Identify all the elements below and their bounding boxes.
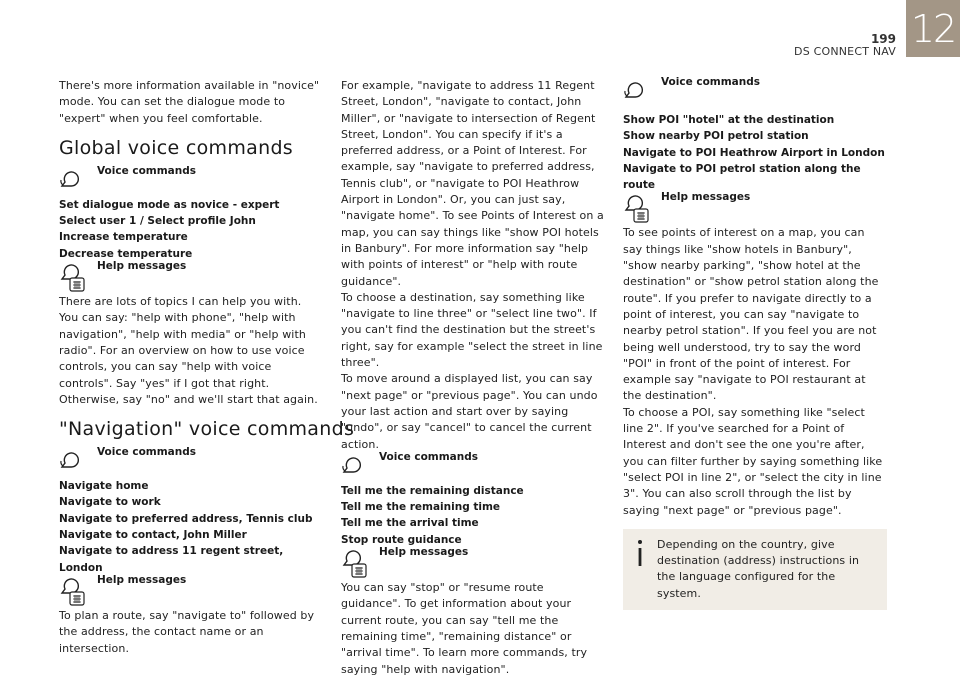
command-item: Select user 1 / Select profile John: [59, 215, 256, 228]
command-item: Decrease temperature: [59, 247, 193, 260]
help-messages-header: [59, 573, 323, 608]
heading-global-voice-commands: Global voice commands: [59, 136, 294, 159]
speech-icon: [341, 455, 367, 477]
heading-navigation-voice-commands: "Navigation" voice commands: [59, 418, 355, 441]
voice-commands-header: [59, 448, 323, 478]
chapter-tab: 12: [906, 0, 960, 57]
info-note: [623, 529, 887, 610]
voice-commands-header: [59, 164, 323, 197]
note-text: Depending on the country, give destination (address) instructions in the language configured for the system.: [657, 537, 860, 600]
command-item: Stop route guidance: [341, 533, 462, 546]
command-item: Tell me the remaining distance: [341, 484, 524, 497]
speech-help-icon: [59, 264, 89, 294]
help-messages-label: Help messages: [97, 573, 187, 586]
command-item: Tell me the arrival time: [341, 517, 479, 530]
voice-commands-label: Voice commands: [97, 446, 197, 459]
section-title: DS CONNECT NAV: [794, 45, 896, 58]
help-messages-label: Help messages: [379, 546, 469, 559]
command-item: Show POI "hotel" at the destination: [623, 114, 835, 126]
command-item: Navigate to work: [59, 496, 161, 509]
page-number: 199: [870, 32, 896, 46]
command-item: Navigate to address 11 regent street, London: [59, 545, 284, 574]
command-item: Navigate to contact, John Miller: [59, 529, 247, 542]
help-paragraph: To plan a route, say "navigate to" followed by the address, the contact name or an intersection.: [59, 608, 315, 655]
command-item: Increase temperature: [59, 231, 188, 244]
command-item: Set dialogue mode as novice - expert: [59, 198, 280, 211]
help-messages-header: [59, 262, 323, 294]
command-item: Show nearby POI petrol station: [623, 130, 809, 143]
command-item: Navigate to POI Heathrow Airport in London: [623, 146, 885, 159]
help-messages-header: [623, 193, 887, 225]
voice-commands-label: Voice commands: [97, 164, 197, 177]
command-item: Tell me the remaining time: [341, 501, 501, 514]
speech-icon: [623, 80, 649, 102]
voice-commands-header: [623, 78, 887, 108]
command-item: Navigate to POI petrol station along the route: [623, 162, 861, 192]
help-paragraph: You can say "stop" or "resume route guidance". To get information about your current route, you can say "tell me the remaining time", "remaining distance" or "arrival time". To learn more commands, try saying "help with navigation".: [341, 581, 588, 676]
body-paragraph: To choose a destination, say something like "navigate to line three" or "select line two". If you can't find the destination but the street's right, say for example "select the street in line three".: [341, 290, 603, 370]
body-paragraph: To see points of interest on a map, you can say things like "show hotels in Banbury", "show nearby parking", "show hotel at the destination" or "show petrol station along the route". If you prefer to navigate directly to a point of interest, you can say "navigate to nearby petrol station". If you feel you are not being well understood, try to say the word "POI" in front of the point of interest. For example say "navigate to POI restaurant at the destination".: [623, 226, 879, 403]
speech-help-icon: [341, 550, 371, 580]
help-paragraph: There are lots of topics I can help you with. You can say: "help with phone", "help with navigation", "help with media" or "help with radio". For an overview on how to use voice controls, you can say "help with voice controls". Say "yes" if I got that right. Otherwise, say "no" and we'll start that again.: [59, 295, 318, 406]
column-1: [59, 78, 355, 657]
body-paragraph: For example, "navigate to address 11 Regent Street, London", "navigate to contact, John Miller", or "navigate to intersection of Regent Street, London". You can specify if it's a preferred address, or a Point of Interest. For example, say "navigate to preferred address, Tennis club", or "navigate to POI Heathrow Airport in London". Or, you can just say, "navigate home". To see Points of Interest on a map, you can say things like "show POI hotels in Banbury". For more information say "help with points of interest" or "help with route guidance".: [341, 79, 604, 288]
command-item: Navigate home: [59, 480, 149, 493]
speech-icon: [59, 169, 85, 191]
speech-help-icon: [59, 578, 89, 608]
body-paragraph: To move around a displayed list, you can say "next page" or "previous page". You can undo your last action and start over by saying "undo", or say "cancel" to cancel the current action.: [341, 372, 598, 451]
column-3: [623, 78, 887, 610]
speech-help-icon: [623, 195, 653, 225]
voice-commands-label: Voice commands: [661, 76, 761, 88]
help-messages-label: Help messages: [661, 191, 751, 204]
column-2: [341, 78, 605, 678]
body-paragraph: To choose a POI, say something like "select line 2". If you've searched for a Point of Interest and don't see the one you're after, you can filter further by saying something like "select POI in line 2", or "select the city in line 3". You can also scroll through the list by saying "next page" or "previous page".: [623, 405, 883, 517]
speech-icon: [59, 450, 85, 472]
info-icon: [631, 537, 649, 602]
intro-paragraph: There's more information available in "novice" mode. You can set the dialogue mode to "expert" when you feel comfortable.: [59, 79, 320, 125]
command-item: Navigate to preferred address, Tennis club: [59, 512, 313, 525]
voice-commands-header: [341, 450, 605, 483]
help-messages-header: [341, 548, 605, 580]
help-messages-label: Help messages: [97, 260, 187, 273]
voice-commands-label: Voice commands: [379, 450, 479, 463]
